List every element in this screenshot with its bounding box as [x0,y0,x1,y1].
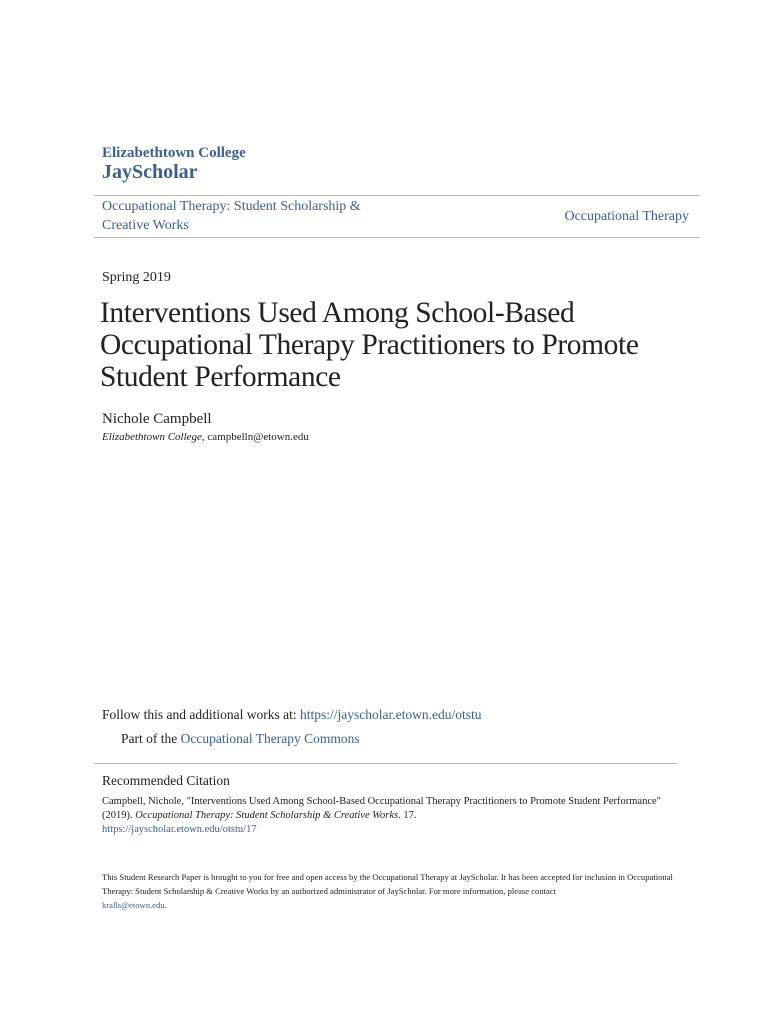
citation-body [102,795,682,837]
paper-title: Interventions Used Among School-Based Occupational Therapy Practitioners to Promote Student Performance [100,297,639,393]
citation-line: Campbell, Nichole, "Interventions Used Among School-Based Occupational Therapy Practitioners to Promote Student Performance" [102,796,661,807]
access-notice [102,870,682,912]
author-affiliation [102,431,309,443]
author-name: Nichole Campbell [102,411,212,427]
citation-year: (2019). [102,810,136,821]
discipline-link[interactable]: Occupational Therapy [564,209,689,224]
collection-url-link[interactable]: https://jayscholar.etown.edu/otstu [300,707,482,722]
repository-name[interactable]: JayScholar [102,161,198,183]
college-name[interactable]: Elizabethtown College [102,145,246,161]
follow-line [102,707,481,723]
citation-number: . 17. [398,810,417,821]
notice-end: . [164,900,167,910]
citation-divider [94,763,678,764]
part-of-line [121,731,360,747]
contact-email-link[interactable]: kralls@etown.edu [102,900,165,910]
citation-heading: Recommended Citation [102,773,230,788]
affiliation-name: Elizabethtown College [102,431,202,443]
citation-url-link[interactable]: https://jayscholar.etown.edu/otstu/17 [102,824,257,835]
follow-text: Follow this and additional works at: [102,707,300,722]
publication-date: Spring 2019 [102,270,171,285]
citation-series: Occupational Therapy: Student Scholarship & Creative Works [135,810,399,821]
header-divider-top [94,195,700,196]
header-divider-bottom [94,237,700,238]
commons-link[interactable]: Occupational Therapy Commons [180,731,360,746]
collection-link[interactable]: Occupational Therapy: Student Scholarship & Creative Works [102,199,361,233]
author-email: , campbelln@etown.edu [201,431,309,443]
part-of-text: Part of the [121,731,181,746]
notice-text: This Student Research Paper is brought to you for free and open access by the Occupational Therapy at JayScholar. It has been accepted for inclusion in Occupational Therapy: Student Scholarship & Creative Works by an authorized administrator of JayScholar. For more information, please contact [102,872,673,896]
